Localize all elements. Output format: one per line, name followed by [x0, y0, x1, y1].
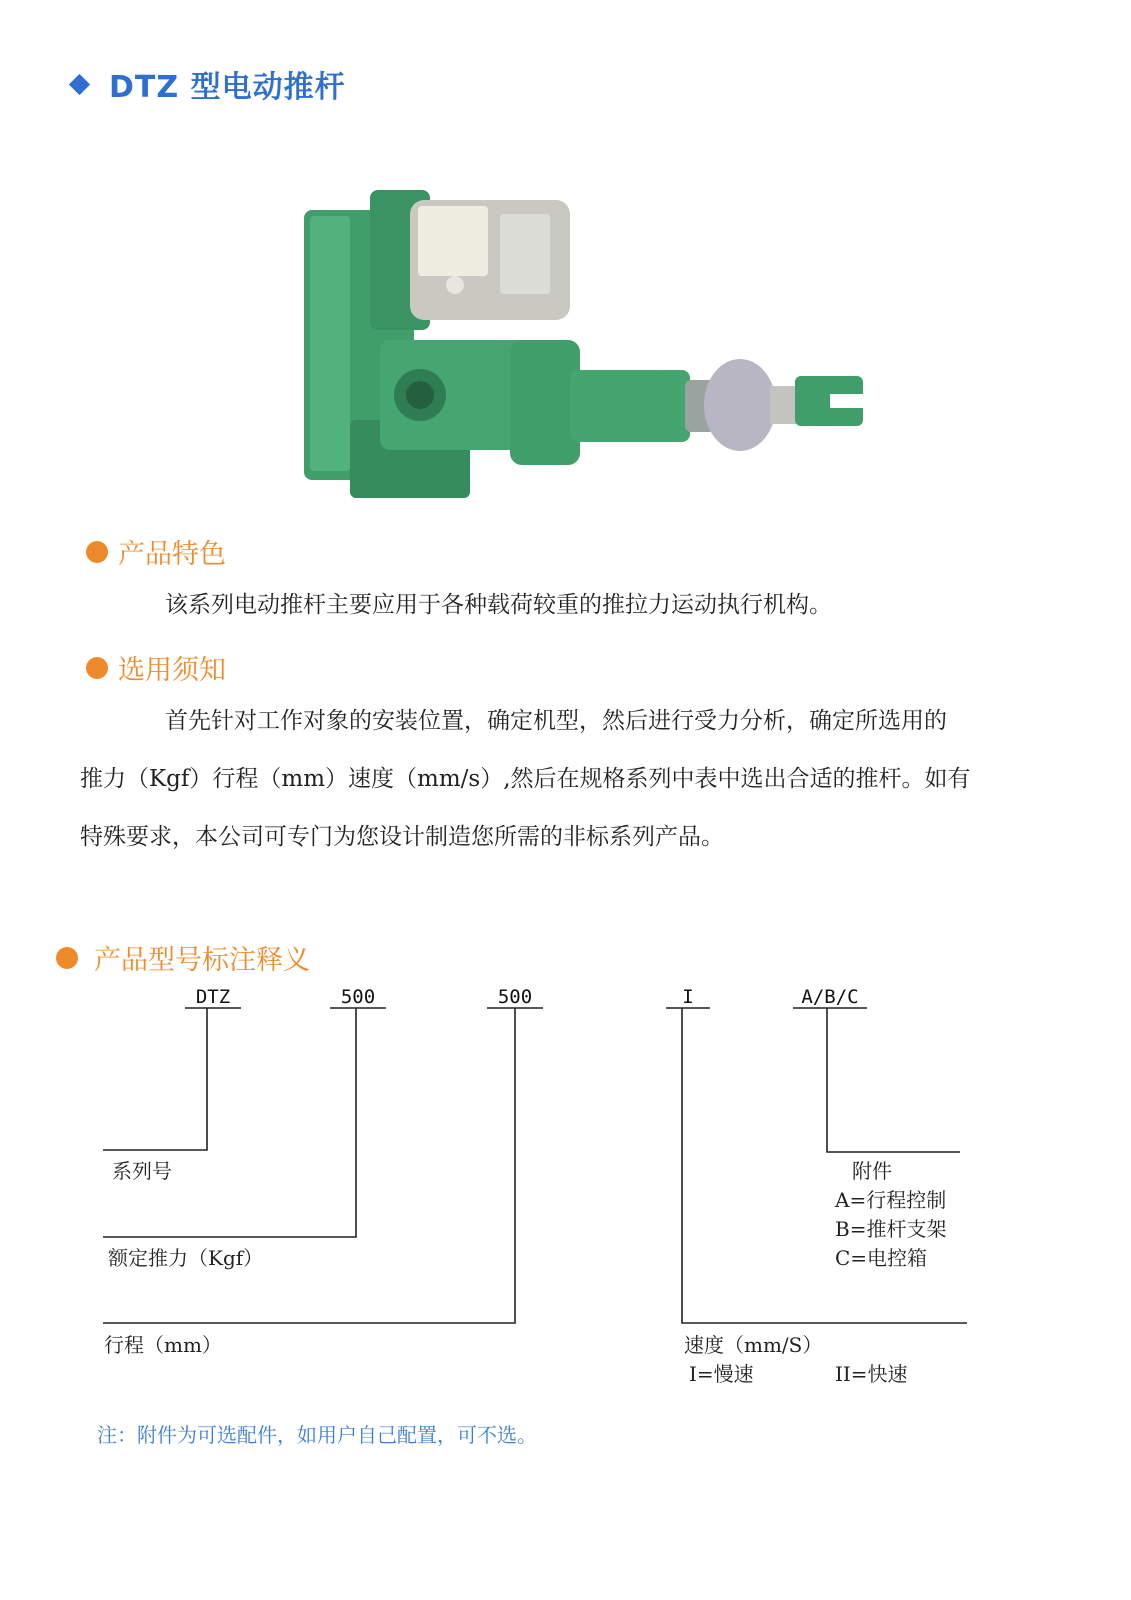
label-accessory: 附件 [852, 1159, 892, 1183]
code-thrust: 500 [340, 986, 376, 1008]
label-acc-c: C=电控箱 [835, 1246, 928, 1270]
features-heading-text: 产品特色 [118, 539, 226, 570]
code-series: DTZ [195, 986, 231, 1008]
selection-line-1: 首先针对工作对象的安装位置，确定机型，然后进行受力分析，确定所选用的 [165, 708, 947, 734]
label-thrust: 额定推力（Kgf） [108, 1246, 264, 1270]
connector-thrust [103, 1008, 356, 1237]
page-title-text: DTZ 型电动推杆 [109, 70, 346, 105]
label-stroke: 行程（mm） [104, 1333, 222, 1357]
selection-line-3: 特殊要求，本公司可专门为您设计制造您所需的非标系列产品。 [80, 824, 724, 850]
features-text: 该系列电动推杆主要应用于各种载荷较重的推拉力运动执行机构。 [165, 592, 832, 618]
label-acc-a: A=行程控制 [835, 1188, 947, 1212]
model-heading-text: 产品型号标注释义 [94, 945, 310, 976]
footnote: 注：附件为可选配件，如用户自己配置，可不选。 [97, 1423, 537, 1447]
code-stroke: 500 [497, 986, 533, 1008]
label-series: 系列号 [112, 1159, 172, 1183]
selection-heading-text: 选用须知 [118, 655, 226, 686]
label-acc-b: B=推杆支架 [835, 1217, 947, 1241]
selection-line-2: 推力（Kgf）行程（mm）速度（mm/s）,然后在规格系列中表中选出合适的推杆。如有 [80, 766, 971, 792]
label-speed-slow: I=慢速 [689, 1362, 754, 1386]
connector-series [103, 1008, 207, 1150]
connector-speed [682, 1008, 967, 1323]
code-speed: I [682, 986, 694, 1008]
connector-accessory [827, 1008, 960, 1152]
label-speed: 速度（mm/S） [684, 1333, 823, 1357]
label-speed-fast: II=快速 [835, 1362, 908, 1386]
code-accessory: A/B/C [801, 986, 859, 1008]
